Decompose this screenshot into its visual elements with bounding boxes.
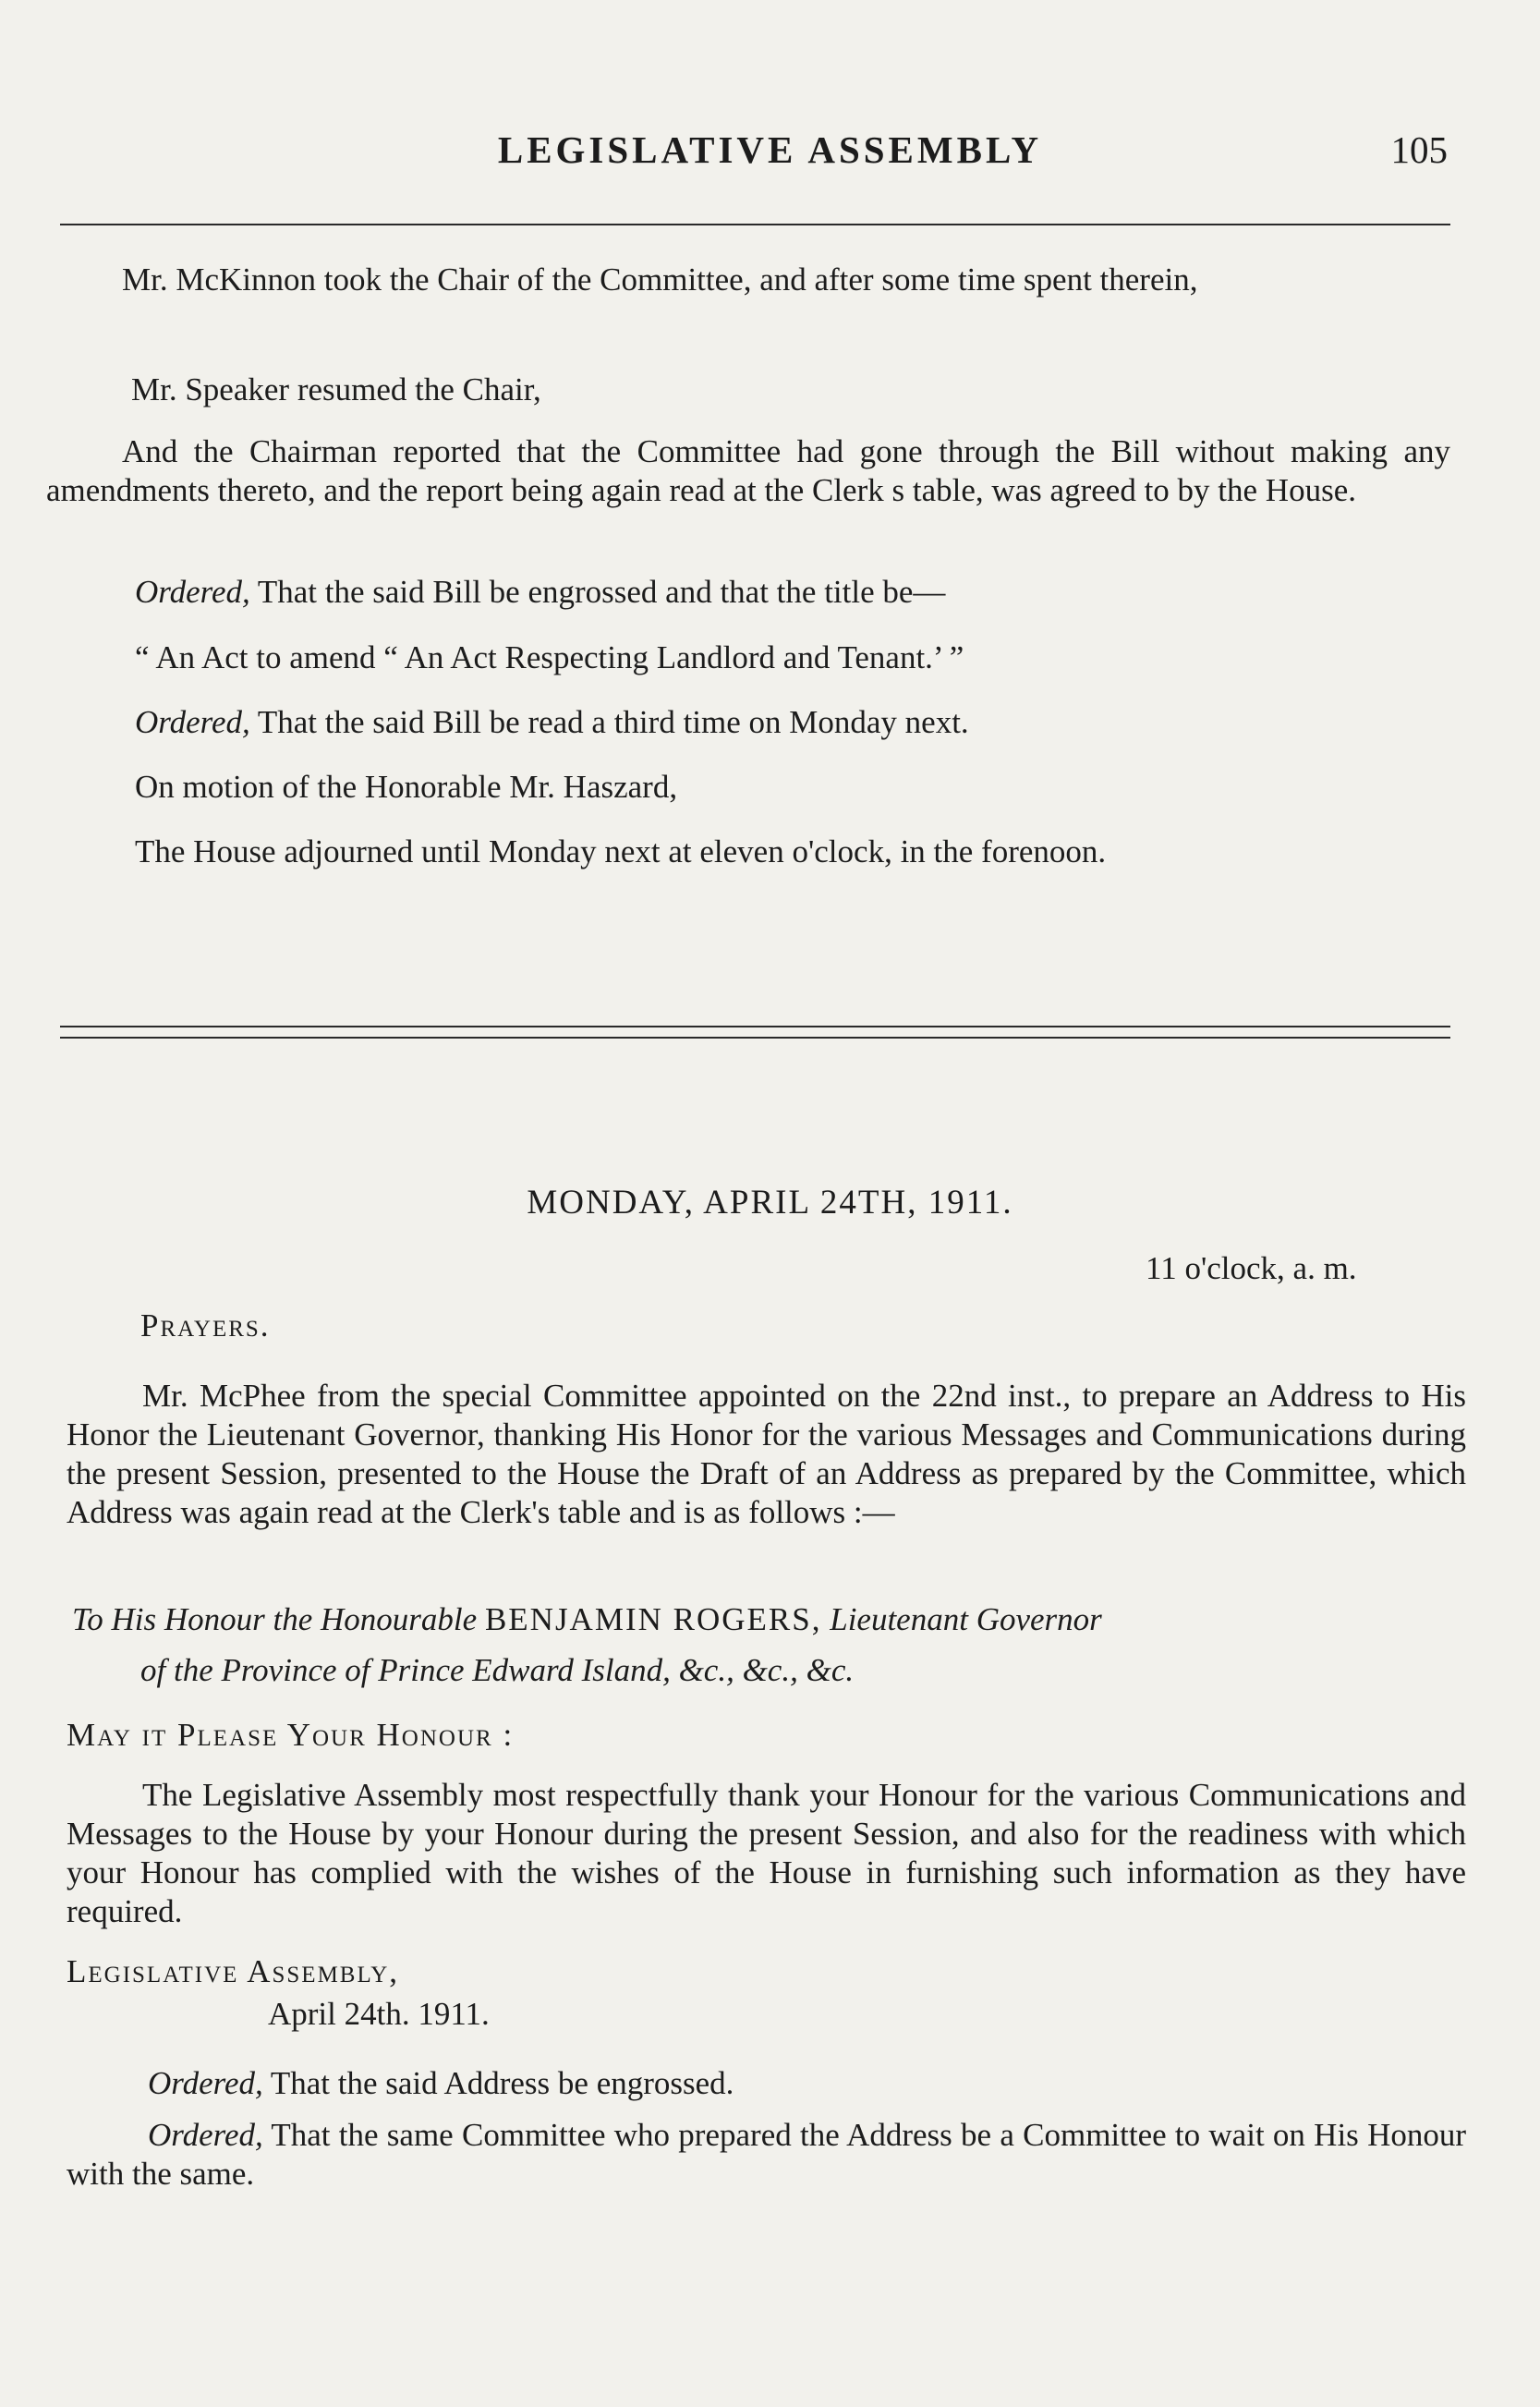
address-recipient-title: Lieutenant Governor [830,1601,1102,1637]
prayers-heading: Prayers. [140,1307,271,1343]
order-text: That the said Bill be engrossed and that the title be— [257,574,946,610]
order-text: That the said Bill be read a third time on Monday next. [257,704,969,740]
address-recipient-line-1 [72,1601,1466,1638]
page-number: 105 [1390,128,1448,171]
adjournment-line: The House adjourned until Monday next at eleven o'clock, in the forenoon. [135,833,1107,869]
paragraph-speaker-resumed: Mr. Speaker resumed the Chair, [131,371,541,407]
sitting-date-heading: MONDAY, APRIL 24TH, 1911. [527,1184,1013,1222]
header-rule [60,224,1450,225]
order-third-reading [135,704,969,741]
signoff-assembly: Legislative Assembly, [67,1953,400,1989]
act-title: “ An Act to amend “ An Act Respecting Landlord and Tenant.’ ” [135,639,964,675]
motion-line: On motion of the Honorable Mr. Haszard, [135,769,678,805]
order-text: That the said Address be engrossed. [270,2065,734,2101]
salutation: May it Please Your Honour : [67,1717,515,1753]
ordered-label: Ordered, [135,704,250,740]
ordered-label: Ordered, [148,2117,263,2153]
order-address-engrossed [148,2065,734,2102]
address-recipient-name: BENJAMIN ROGERS, [484,1601,822,1637]
paragraph-committee-chair: Mr. McKinnon took the Chair of the Committee, and after some time spent therein, [122,261,1198,298]
paragraph-chairman-report: And the Chairman reported that the Committee had gone through the Bill without making any amendments thereto, and the report being again read at the Clerk s table, was agreed to by the House. [46,433,1450,508]
sitting-time: 11 o'clock, a. m. [1146,1250,1357,1286]
section-divider-bottom [60,1037,1450,1039]
running-header-title: LEGISLATIVE ASSEMBLY [497,128,1043,171]
paragraph-address-draft: Mr. McPhee from the special Committee appointed on the 22nd inst., to prepare an Address to His Honor the Lieutenant Governor, thanking His Honor for the various Messages and Communications during the present Session, presented to the House the Draft of an Address as prepared by the Committee, which Address was again read at the Clerk's table and is as follows :— [67,1378,1466,1530]
address-recipient-line-2: of the Province of Prince Edward Island, &c., &c., &c. [140,1652,855,1688]
order-engrossed-bill [135,574,945,611]
address-body: The Legislative Assembly most respectfully thank your Honour for the various Communications and Messages to the House by your Honour during the present Session, and also for the readiness with which your Honour has complied with the wishes of the House in furnishing such information as they have required. [67,1777,1466,1929]
order-text: That the same Committee who prepared the Address be a Committee to wait on His Honour with the same. [67,2117,1466,2192]
address-to-prefix: To His Honour the Honourable [72,1601,478,1637]
ordered-label: Ordered, [148,2065,263,2101]
section-divider-top [60,1026,1450,1027]
order-committee-wait [67,2116,1466,2194]
ordered-label: Ordered, [135,574,250,610]
signoff-date: April 24th. 1911. [268,1996,490,2032]
